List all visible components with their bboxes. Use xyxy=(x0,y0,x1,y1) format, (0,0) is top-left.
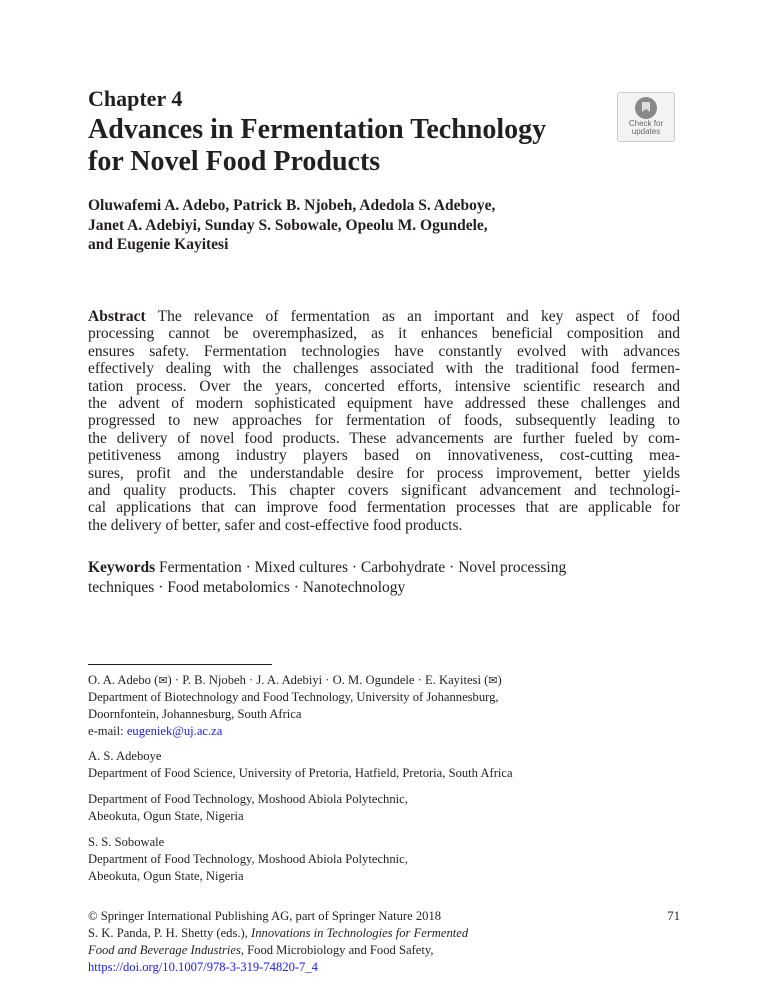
bookmark-icon xyxy=(635,97,657,119)
abstract-line: the delivery of better, safer and cost-effective food products. xyxy=(88,516,463,534)
book-title: Innovations in Technologies for Fermented xyxy=(251,926,469,940)
abstract-label: Abstract xyxy=(88,308,146,325)
abstract-line: the delivery of novel food products. These advancements are further fueled by com- xyxy=(88,429,680,447)
abstract-line: ensures safety. Fermentation technologies have constantly evolved with advances xyxy=(88,342,680,360)
badge-text-1: Check for xyxy=(628,119,664,128)
chapter-title-line-2: for Novel Food Products xyxy=(88,146,381,177)
doi-link[interactable]: https://doi.org/10.1007/978-3-319-74820-7_4 xyxy=(88,960,318,974)
page-number: 71 xyxy=(667,909,680,923)
envelope-icon[interactable]: ✉ xyxy=(488,675,498,687)
abstract-text: The relevance of fermentation as an important and key aspect of food xyxy=(145,308,680,325)
authors xyxy=(88,196,495,255)
citation-line xyxy=(88,942,433,959)
affiliation-name: S. S. Sobowale xyxy=(88,835,165,849)
abstract-line: sures, profit and the understandable desire for process improvement, better yields xyxy=(88,464,680,482)
badge-text-2: updates xyxy=(631,127,661,136)
authors-line: Oluwafemi A. Adebo, Patrick B. Njobeh, Adedola S. Adeboye, xyxy=(88,197,496,214)
keywords-label: Keywords xyxy=(88,559,156,576)
authors-line: Janet A. Adebiyi, Sunday S. Sobowale, Opeolu M. Ogundele, xyxy=(88,216,488,234)
affiliation-line: Department of Food Technology, Moshood Abiola Polytechnic, xyxy=(88,852,408,866)
email-line xyxy=(88,723,222,740)
keywords-line: techniques · Food metabolomics · Nanotechnology xyxy=(88,578,406,596)
chapter-label: Chapter 4 xyxy=(88,86,183,111)
copyright-line: © Springer International Publishing AG, part of Springer Nature 2018 xyxy=(88,909,442,923)
abstract-line: processing cannot be overemphasized, as it enhances beneficial composition and xyxy=(88,325,680,343)
chapter-title-line-1: Advances in Fermentation Technology xyxy=(88,114,547,145)
abstract-line: and quality products. This chapter covers significant advancement and technologi- xyxy=(88,482,680,499)
keywords-text: Fermentation · Mixed cultures · Carbohydrate · Novel processing xyxy=(155,559,567,576)
abstract-line: effectively dealing with the challenges associated with the traditional food fermen- xyxy=(88,360,680,378)
affiliation-line: Department of Food Science, University of Pretoria, Hatfield, Pretoria, South Africa xyxy=(88,766,513,780)
email-label: e-mail: xyxy=(88,724,127,738)
keywords-line xyxy=(88,559,680,576)
abstract-line: the advent of modern sophisticated equipment have addressed these challenges and xyxy=(88,395,680,412)
author-text: O. A. Adebo ( xyxy=(88,673,159,687)
abstract-line: cal applications that can improve food fermentation processes that are applicable for xyxy=(88,499,680,517)
abstract-line: progressed to new approaches for fermentation of foods, subsequently leading to xyxy=(88,412,680,430)
abstract-line: petitiveness among industry players based on innovativeness, cost-cutting mea- xyxy=(88,447,680,465)
affiliation-line: Abeokuta, Ogun State, Nigeria xyxy=(88,869,244,883)
author-text: ) · P. B. Njobeh · J. A. Adebiyi · O. M. Ogundele · E. Kayitesi ( xyxy=(167,673,489,687)
affiliation-line: Doornfontein, Johannesburg, South Africa xyxy=(88,707,302,721)
check-for-updates-badge[interactable] xyxy=(617,92,675,142)
affiliation-line: Department of Food Technology, Moshood Abiola Polytechnic, xyxy=(88,792,408,806)
citation-text: S. K. Panda, P. H. Shetty (eds.), xyxy=(88,926,252,940)
book-title: Food and Beverage Industries xyxy=(88,943,241,957)
doi-line xyxy=(88,959,318,976)
affiliation-name: A. S. Adeboye xyxy=(88,749,162,763)
abstract-line: tation process. Over the years, concerted efforts, intensive scientific research and xyxy=(88,377,680,395)
authors-line: and Eugenie Kayitesi xyxy=(88,236,229,253)
abstract-line xyxy=(88,308,680,325)
citation-text: , Food Microbiology and Food Safety, xyxy=(240,943,434,957)
author-text: ) xyxy=(497,673,502,687)
affiliation-authors xyxy=(88,672,502,690)
envelope-icon[interactable]: ✉ xyxy=(158,675,168,687)
affiliation-line: Department of Biotechnology and Food Technology, University of Johannesburg, xyxy=(88,690,499,704)
affiliation-line: Abeokuta, Ogun State, Nigeria xyxy=(88,809,244,823)
email-link[interactable]: eugeniek@uj.ac.za xyxy=(126,724,223,738)
footnote-rule xyxy=(88,664,272,665)
citation-line xyxy=(88,925,468,942)
